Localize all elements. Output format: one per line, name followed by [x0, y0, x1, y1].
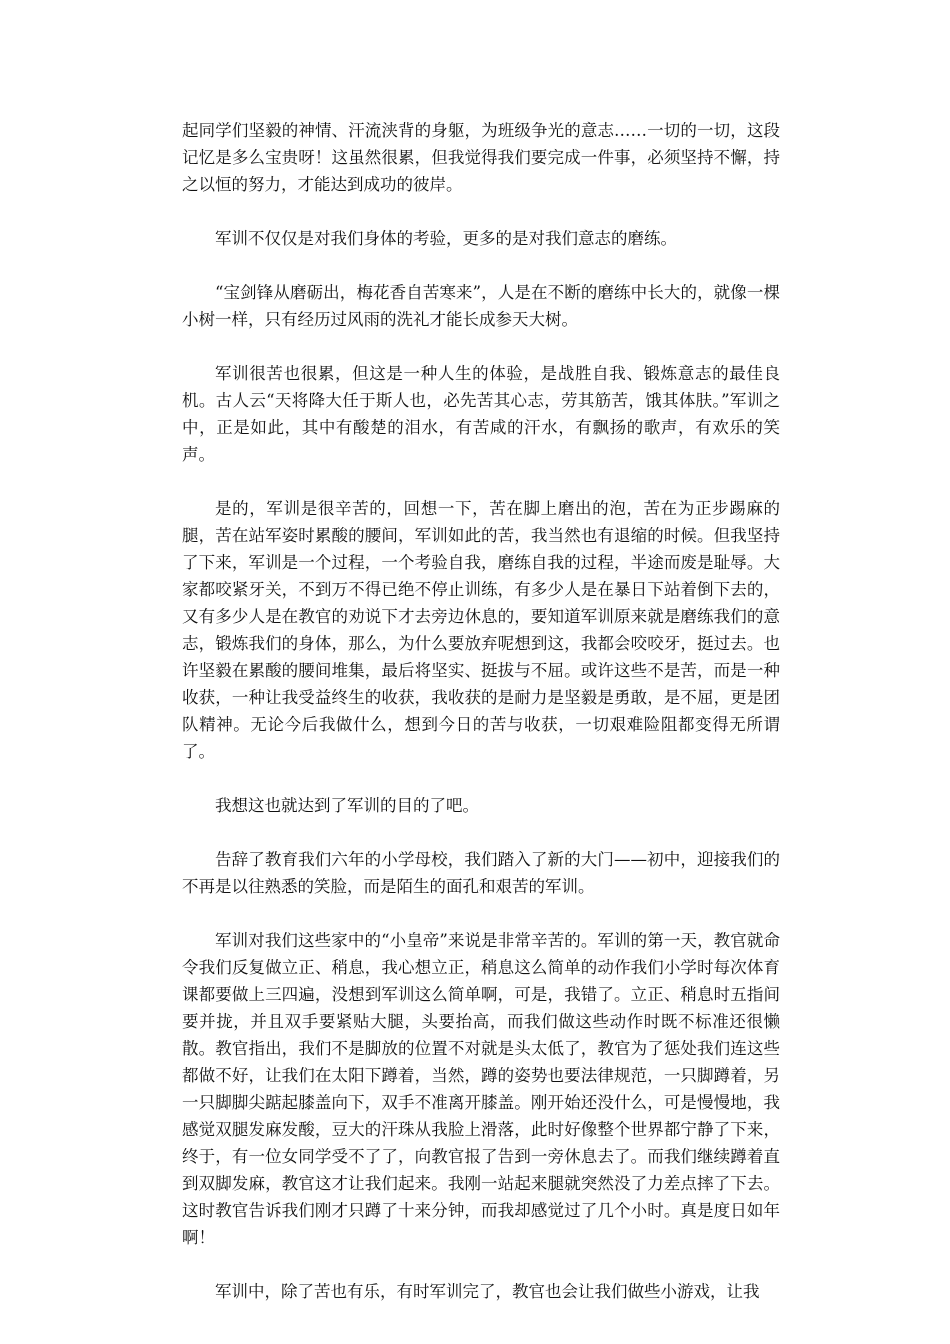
paragraph-2: 军训不仅仅是对我们身体的考验，更多的是对我们意志的磨练。 — [215, 229, 677, 248]
paragraph-3: “宝剑锋从磨砺出，梅花香自苦寒来”，人是在不断的磨练中长大的，就像一棵小树一样，只有经历过风雨的洗礼才能长成参天大树。 — [182, 283, 780, 329]
document-body — [182, 117, 780, 1332]
paragraph-5: 是的，军训是很辛苦的，回想一下，苦在脚上磨出的泡，苦在为正步踢麻的腿，苦在站军姿时累酸的腰间，军训如此的苦，我当然也有退缩的时候。但我坚持了下来，军训是一个过程，一个考验自我，磨练自我的过程，半途而废是耻辱。大家都咬紧牙关，不到万不得已绝不停止训练，有多少人是在暴日下站着倒下去的，又有多少人是在教官的劝说下才去旁边休息的，要知道军训原来就是磨练我们的意志，锻炼我们的身体，那么，为什么要放弃呢想到这，我都会咬咬牙，挺过去。也许坚毅在累酸的腰间堆集，最后将坚实、挺拔与不屈。或许这些不是苦，而是一种收获，一种让我受益终生的收获，我收获的是耐力是坚毅是勇敢，是不屈，更是团队精神。无论今后我做什么，想到今日的苦与收获，一切艰难险阻都变得无所谓了。 — [182, 499, 780, 761]
paragraph-6: 我想这也就达到了军训的目的了吧。 — [215, 796, 479, 815]
paragraph-4: 军训很苦也很累，但这是一种人生的体验，是战胜自我、锻炼意志的最佳良机。古人云“天将降大任于斯人也，必先苦其心志，劳其筋苦，饿其体肤。”军训之中，正是如此，其中有酸楚的泪水，有苦咸的汗水，有飘扬的歌声，有欢乐的笑声。 — [182, 364, 780, 464]
paragraph-7: 告辞了教育我们六年的小学母校，我们踏入了新的大门——初中，迎接我们的不再是以往熟悉的笑脸，而是陌生的面孔和艰苦的军训。 — [182, 850, 780, 896]
paragraph-9: 军训中，除了苦也有乐，有时军训完了，教官也会让我们做些小游戏，让我 — [215, 1282, 760, 1301]
paragraph-8: 军训对我们这些家中的“小皇帝”来说是非常辛苦的。军训的第一天，教官就命令我们反复做立正、稍息，我心想立正，稍息这么简单的动作我们小学时每次体育课都要做上三四遍，没想到军训这么简单啊，可是，我错了。立正、稍息时五指间要并拢，并且双手要紧贴大腿，头要抬高，而我们做这些动作时既不标准还很懒散。教官指出，我们不是脚放的位置不对就是头太低了，教官为了惩处我们连这些都做不好，让我们在太阳下蹲着，当然，蹲的姿势也要法律规范，一只脚蹲着，另一只脚脚尖踮起膝盖向下，双手不准离开膝盖。刚开始还没什么，可是慢慢地，我感觉双腿发麻发酸，豆大的汗珠从我脸上滑落，此时好像整个世界都宁静了下来，终于，有一位女同学受不了了，向教官报了告到一旁休息去了。而我们继续蹲着直到双脚发麻，教官这才让我们起来。我刚一站起来腿就突然没了力差点摔了下去。这时教官告诉我们刚才只蹲了十来分钟，而我却感觉过了几个小时。真是度日如年啊！ — [182, 931, 780, 1247]
paragraph-1: 起同学们坚毅的神情、汗流浃背的身躯，为班级争光的意志……一切的一切，这段记忆是多么宝贵呀！这虽然很累，但我觉得我们要完成一件事，必须坚持不懈，持之以恒的努力，才能达到成功的彼岸。 — [182, 121, 780, 194]
